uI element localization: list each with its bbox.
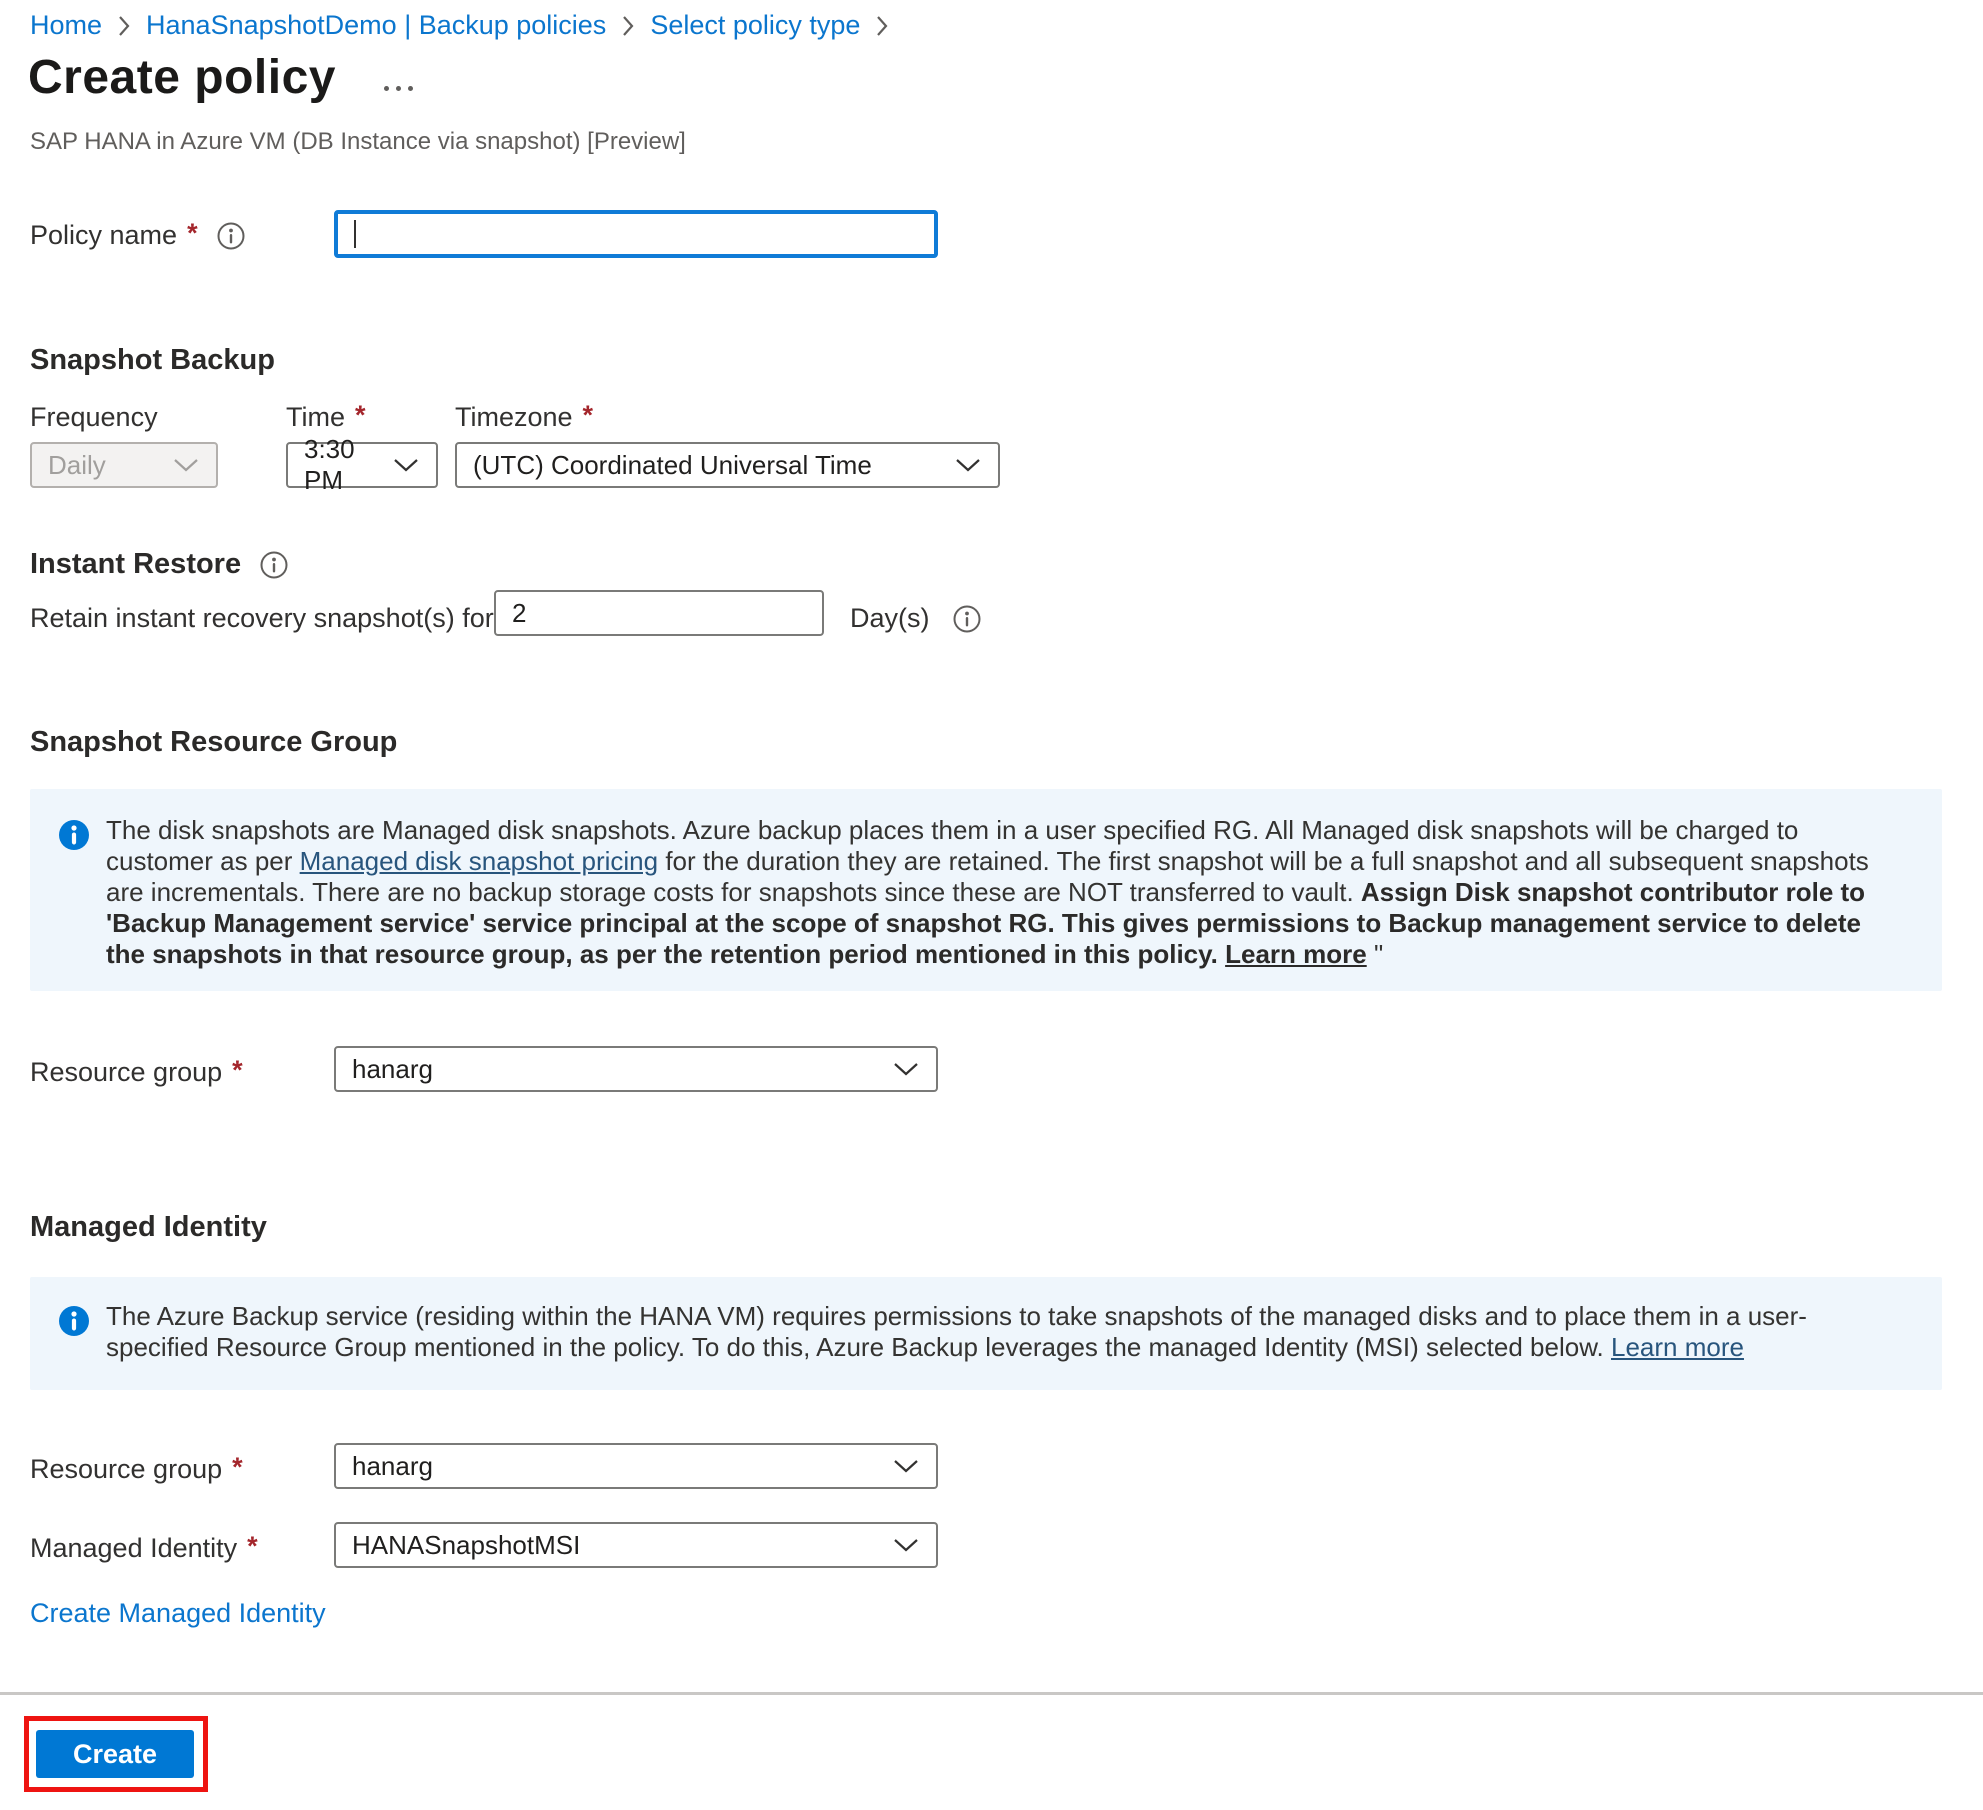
page-subtitle: SAP HANA in Azure VM (DB Instance via snapshot) [Preview] [30,128,686,155]
breadcrumb-select-policy-type[interactable]: Select policy type [650,10,861,40]
breadcrumb-home[interactable]: Home [30,10,103,40]
chevron-right-icon [620,13,636,39]
chevron-down-icon [892,1061,920,1077]
snapshot-resource-group-heading: Snapshot Resource Group [30,726,398,758]
managed-identity-value: HANASnapshotMSI [352,1529,581,1560]
chevron-down-icon [392,457,420,473]
policy-name-input[interactable] [334,210,938,258]
timezone-label-text: Timezone [455,402,573,432]
managed-identity-label-text: Managed Identity [30,1533,238,1563]
required-asterisk: * [355,400,366,430]
mi-resource-group-dropdown[interactable] [334,1443,938,1489]
retain-days-input[interactable] [494,590,824,636]
create-button[interactable]: Create [36,1730,194,1778]
retain-days-value: 2 [512,597,527,628]
timezone-label [455,402,593,433]
banner-text-segment: The Azure Backup service (residing within the HANA VM) requires permissions to take snapshots of the managed disks and to place them in a user-specified Resource Group mentioned in the policy. To do this, Azure Backup leverages the managed Identity (MSI) selected below. [106,1301,1807,1362]
mi-resource-group-label [30,1454,243,1485]
banner-text-segment: The disk snapshots are Managed disk snapshots. Azure backup places them in a user specified RG. All Managed disk snapshots will be charged to customer as per [106,815,1799,876]
managed-identity-dropdown[interactable] [334,1522,938,1568]
breadcrumb [30,10,890,41]
chevron-down-icon [892,1458,920,1474]
instant-restore-heading [30,548,289,581]
snapshot-rg-banner-text [106,815,1902,970]
managed-identity-info-banner [30,1277,1942,1390]
required-asterisk: * [247,1531,258,1561]
info-icon[interactable] [216,221,246,251]
required-asterisk: * [232,1055,243,1085]
snapshot-rg-info-banner [30,789,1942,991]
resource-group-value: hanarg [352,1053,433,1084]
managed-identity-heading: Managed Identity [30,1211,267,1243]
chevron-right-icon [116,13,132,39]
snapshot-rg-resource-group-label [30,1057,243,1088]
banner-bold-segment: Assign Disk snapshot contributor role to 'Backup Management service' service principal at the scope of snapshot RG. This gives permissions to Backup management service to delete the snapshots in that resource group, as per the retention period mentioned in this policy. [106,877,1866,969]
chevron-down-icon [954,457,982,473]
create-managed-identity-link[interactable]: Create Managed Identity [30,1598,326,1628]
time-label [286,402,366,433]
policy-name-label [30,220,246,251]
required-asterisk: * [232,1452,243,1482]
text-caret [354,220,356,248]
banner-text-segment: " [1366,939,1384,969]
breadcrumb-backup-policies[interactable]: HanaSnapshotDemo | Backup policies [146,10,607,40]
snapshot-rg-resource-group-dropdown[interactable] [334,1046,938,1092]
resource-group-label-text: Resource group [30,1057,223,1087]
instant-restore-heading-text: Instant Restore [30,548,242,580]
managed-disk-pricing-link[interactable]: Managed disk snapshot pricing [299,846,659,876]
managed-identity-label [30,1533,258,1564]
required-asterisk: * [582,400,594,430]
time-dropdown[interactable] [286,434,438,495]
info-icon[interactable] [259,550,289,580]
time-value: 3:30 PM [304,434,355,495]
info-filled-icon [58,819,90,856]
frequency-label-text: Frequency [30,402,158,432]
chevron-right-icon [874,13,890,39]
resource-group-label-text: Resource group [30,1454,223,1484]
timezone-value: (UTC) Coordinated Universal Time [473,449,872,480]
footer-divider [0,1692,1983,1695]
time-label-text: Time [286,402,345,432]
chevron-down-icon [892,1537,920,1553]
resource-group-value: hanarg [352,1450,433,1481]
frequency-label [30,402,158,433]
retain-unit-text: Day(s) [850,603,930,633]
info-icon[interactable] [952,604,982,634]
snapshot-backup-heading: Snapshot Backup [30,344,275,376]
chevron-down-icon [172,457,200,473]
more-options-icon[interactable] [384,86,413,91]
banner-text-segment: for the duration they are retained. The first snapshot will be a full snapshot and all subsequent snapshots are incrementals. There are no backup storage costs for snapshots since these are NOT transferred to vault. [106,846,1869,907]
learn-more-link[interactable]: Learn more [1225,939,1367,969]
retain-label: Retain instant recovery snapshot(s) for [30,603,494,633]
frequency-value: Daily [48,449,106,480]
info-filled-icon [58,1305,90,1342]
frequency-dropdown [30,442,218,488]
managed-identity-banner-text [106,1301,1902,1363]
retain-unit-label [850,603,982,634]
required-asterisk: * [187,218,198,248]
policy-name-label-text: Policy name [30,220,178,250]
timezone-dropdown[interactable] [455,442,1000,488]
page-title: Create policy [28,51,336,104]
learn-more-link[interactable]: Learn more [1611,1332,1744,1362]
